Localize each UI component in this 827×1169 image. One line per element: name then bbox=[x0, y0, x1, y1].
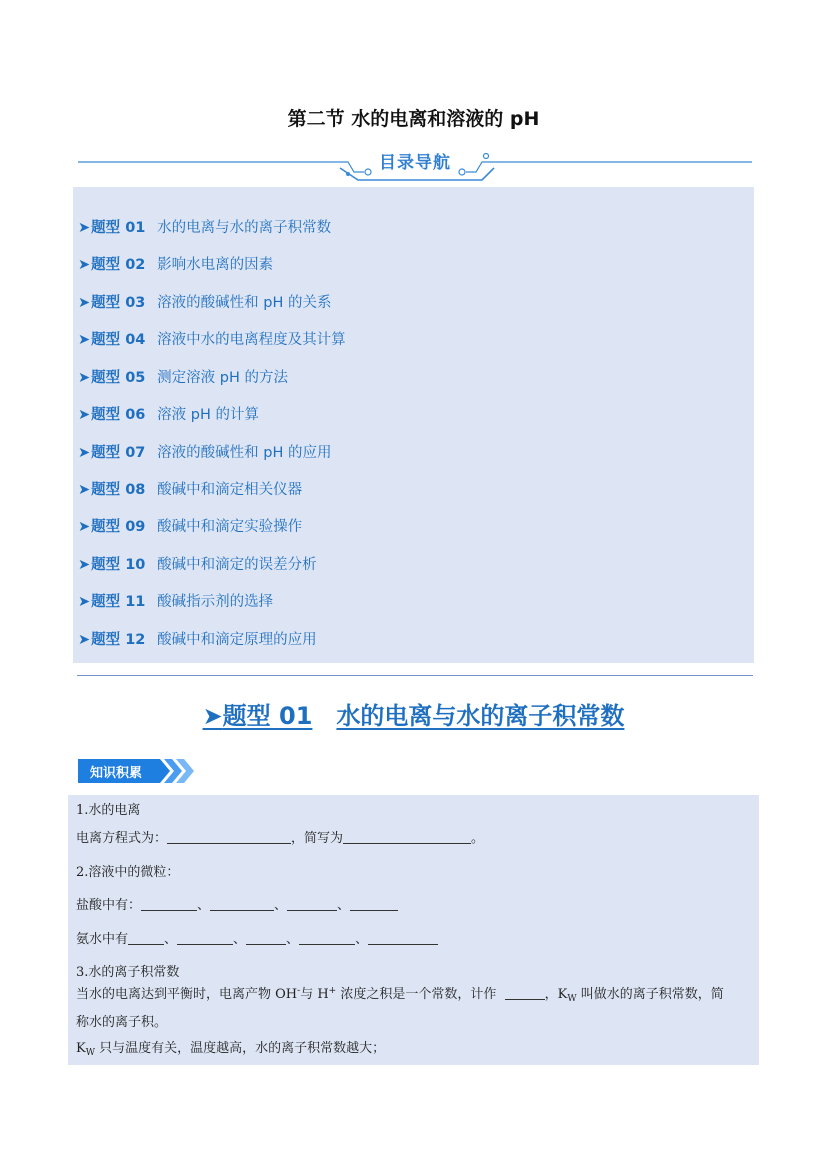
arrow-icon: ➤ bbox=[78, 482, 91, 498]
arrow-icon: ➤ bbox=[78, 370, 91, 386]
subscript: W bbox=[85, 1048, 95, 1058]
text: 、 bbox=[233, 932, 247, 947]
toc-item-label: 溶液中水的电离程度及其计算 bbox=[157, 332, 346, 348]
toc-item-number: 题型 06 bbox=[91, 407, 146, 423]
arrow-icon: ➤ bbox=[78, 295, 91, 311]
section-title: 水的电离与水的离子积常数 bbox=[336, 702, 625, 730]
section-heading[interactable] bbox=[0, 696, 827, 731]
arrow-icon: ➤ bbox=[78, 557, 91, 573]
nav-title: 目录导航 bbox=[379, 153, 451, 173]
answer-blank[interactable] bbox=[350, 897, 398, 911]
toc-item-06[interactable] bbox=[78, 403, 259, 423]
toc-item-09[interactable] bbox=[78, 515, 302, 535]
hydrochloric-acid-line bbox=[76, 894, 398, 913]
text: 只与温度有关，温度越高，水的离子积常数越大； bbox=[94, 1041, 386, 1056]
arrow-icon: ➤ bbox=[78, 332, 91, 348]
toc-item-label: 溶液的酸碱性和 pH 的应用 bbox=[157, 445, 332, 461]
text: 、 bbox=[197, 898, 211, 913]
text: 、 bbox=[164, 932, 178, 947]
toc-item-03[interactable] bbox=[78, 291, 331, 311]
knowledge-content bbox=[68, 795, 759, 1065]
answer-blank[interactable] bbox=[505, 986, 545, 1000]
toc-item-label: 影响水电离的因素 bbox=[157, 257, 274, 273]
superscript: - bbox=[297, 986, 301, 996]
knowledge-badge bbox=[78, 757, 198, 785]
text: ，简写为 bbox=[291, 831, 344, 846]
answer-blank[interactable] bbox=[167, 830, 291, 844]
ionization-equation-line bbox=[76, 827, 484, 846]
nav-banner bbox=[78, 146, 752, 186]
text: K bbox=[76, 1041, 86, 1056]
toc-item-label: 溶液 pH 的计算 bbox=[157, 407, 259, 423]
text: ，K bbox=[544, 987, 568, 1002]
heading-ion-product: 3.水的离子积常数 bbox=[76, 965, 180, 980]
text: 氨水中有 bbox=[76, 932, 129, 947]
toc-item-01[interactable] bbox=[78, 216, 331, 236]
answer-blank[interactable] bbox=[128, 931, 164, 945]
toc-item-08[interactable] bbox=[78, 478, 302, 498]
toc-item-07[interactable] bbox=[78, 441, 331, 461]
arrow-icon: ➤ bbox=[78, 407, 91, 423]
toc-item-number: 题型 01 bbox=[91, 220, 146, 236]
arrow-icon: ➤ bbox=[202, 702, 223, 730]
table-of-contents bbox=[73, 187, 754, 663]
toc-item-12[interactable] bbox=[78, 628, 317, 648]
page-title: 第二节 水的电离和溶液的 pH bbox=[287, 108, 540, 130]
toc-item-label: 水的电离与水的离子积常数 bbox=[157, 220, 332, 236]
answer-blank[interactable] bbox=[246, 931, 286, 945]
text: 、 bbox=[355, 932, 369, 947]
answer-blank[interactable] bbox=[368, 931, 438, 945]
text: 当水的电离达到平衡时，电离产物 OH bbox=[76, 987, 298, 1002]
toc-item-10[interactable] bbox=[78, 553, 317, 573]
text: 叫做水的离子积常数，简 bbox=[576, 987, 724, 1002]
toc-item-label: 酸碱中和滴定原理的应用 bbox=[157, 632, 317, 648]
text: 、 bbox=[337, 898, 351, 913]
text: 、 bbox=[274, 898, 288, 913]
toc-item-number: 题型 05 bbox=[91, 370, 146, 386]
superscript: + bbox=[328, 986, 337, 996]
toc-item-11[interactable] bbox=[78, 590, 273, 610]
toc-item-number: 题型 04 bbox=[91, 332, 146, 348]
toc-item-number: 题型 10 bbox=[91, 557, 146, 573]
text: 盐酸中有： bbox=[76, 898, 142, 913]
ion-product-line-continued: 称水的离子积。 bbox=[76, 1015, 168, 1030]
text: 与 H bbox=[300, 987, 329, 1002]
ammonia-water-line bbox=[76, 928, 438, 947]
badge-label: 知识积累 bbox=[90, 766, 143, 781]
toc-item-label: 测定溶液 pH 的方法 bbox=[157, 370, 288, 386]
answer-blank[interactable] bbox=[210, 897, 274, 911]
answer-blank[interactable] bbox=[343, 830, 471, 844]
toc-item-label: 酸碱中和滴定相关仪器 bbox=[157, 482, 303, 498]
toc-item-05[interactable] bbox=[78, 366, 288, 386]
kw-temperature-line bbox=[76, 1037, 385, 1058]
toc-item-number: 题型 07 bbox=[91, 445, 146, 461]
answer-blank[interactable] bbox=[287, 897, 337, 911]
toc-item-number: 题型 08 bbox=[91, 482, 146, 498]
toc-item-number: 题型 02 bbox=[91, 257, 146, 273]
text: 。 bbox=[471, 831, 485, 846]
text: 、 bbox=[286, 932, 300, 947]
heading-water-ionization: 1.水的电离 bbox=[76, 803, 141, 818]
toc-item-label: 溶液的酸碱性和 pH 的关系 bbox=[157, 295, 332, 311]
text: 浓度之积是一个常数，计作 bbox=[336, 987, 497, 1002]
section-divider bbox=[77, 675, 753, 676]
toc-item-04[interactable] bbox=[78, 328, 346, 348]
toc-item-number: 题型 09 bbox=[91, 519, 146, 535]
arrow-icon: ➤ bbox=[78, 257, 91, 273]
toc-item-number: 题型 12 bbox=[91, 632, 146, 648]
toc-item-02[interactable] bbox=[78, 253, 273, 273]
toc-item-number: 题型 11 bbox=[91, 594, 146, 610]
section-number: 题型 01 bbox=[222, 702, 313, 730]
answer-blank[interactable] bbox=[177, 931, 233, 945]
text: 电离方程式为： bbox=[76, 831, 168, 846]
toc-item-number: 题型 03 bbox=[91, 295, 146, 311]
subscript: W bbox=[567, 994, 577, 1004]
answer-blank[interactable] bbox=[299, 931, 355, 945]
toc-item-label: 酸碱指示剂的选择 bbox=[157, 594, 274, 610]
arrow-icon: ➤ bbox=[78, 594, 91, 610]
toc-item-label: 酸碱中和滴定实验操作 bbox=[157, 519, 303, 535]
heading-particles: 2.溶液中的微粒： bbox=[76, 865, 180, 880]
answer-blank[interactable] bbox=[141, 897, 197, 911]
ion-product-line bbox=[76, 983, 724, 1004]
arrow-icon: ➤ bbox=[78, 445, 91, 461]
arrow-icon: ➤ bbox=[78, 220, 91, 236]
toc-item-label: 酸碱中和滴定的误差分析 bbox=[157, 557, 317, 573]
arrow-icon: ➤ bbox=[78, 632, 91, 648]
arrow-icon: ➤ bbox=[78, 519, 91, 535]
